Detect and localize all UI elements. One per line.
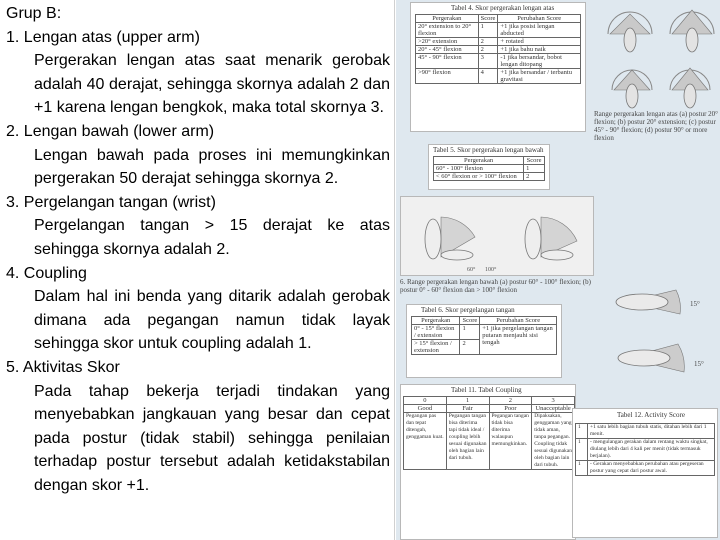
item-body-activity: Pada tahap bekerja terjadi tindakan yang menyebabkan jangkauan yang besar dan cepat pada postur (tidak stabil) sehingga penilaian terhadap postur tersebut adalah ketidakstabilan dengan skor +1. <box>34 382 390 494</box>
table4-title: Tabel 4. Skor pergerakan lengan atas <box>451 4 555 12</box>
item-body-wrist: Pergelangan tangan > 15 derajat ke atas sehingga skornya adalah 2. <box>34 217 390 258</box>
table-cell: >20° extension <box>416 38 479 46</box>
body-figure <box>686 28 698 52</box>
table-cell: - Gerakan menyebabkan perubahan atau pergeseran postur yang cepat dari postur awal. <box>588 461 715 476</box>
table-cell: + rotated <box>498 38 581 46</box>
table-cell: Pegangan tangan bisa diterima tapi tidak ideal / coupling lebih sesuai digunakan oleh bagian lain dari tubuh. <box>446 413 489 470</box>
item-heading-activity: 5. Aktivitas Skor <box>6 358 120 376</box>
table-cell: +1 jika bahu naik <box>498 46 581 54</box>
table-cell: 1 <box>576 461 588 476</box>
item-body-coupling: Dalam hal ini benda yang ditarik adalah gerobak dimana ada pegangan namun tidak layak sehingga skor untuk coupling adalah 1. <box>34 288 390 353</box>
table-cell: 0° - 15° flexion / extension <box>412 325 460 340</box>
table-header: Perubahan Score <box>498 15 581 23</box>
angle-label: 15° <box>690 300 700 308</box>
angle-label: 100° <box>485 267 497 273</box>
table-header: 3 <box>532 397 575 405</box>
table11-title: Tabel 11. Tabel Coupling <box>451 386 522 394</box>
table-cell: Pegangan pas dan tepat ditengah, genggaman kuat. <box>404 413 447 470</box>
table6-title: Tabel 6. Skor pergelangan tangan <box>421 306 515 314</box>
body-figure <box>684 84 696 108</box>
table-header: Score <box>524 157 545 165</box>
table5-title: Tabel 5. Skor pergerakan lengan bawah <box>433 146 544 154</box>
forearm-shape <box>541 250 573 260</box>
table-header: 1 <box>446 397 489 405</box>
upper-arm-score-table <box>415 14 581 84</box>
table12-title: Tabel 12. Activity Score <box>617 411 685 419</box>
upper-arm-posture-illustration <box>590 0 720 112</box>
table-cell: 20° extension to 20° flexion <box>416 23 479 38</box>
wrist-score-table <box>411 316 557 355</box>
table-header: Score <box>478 15 498 23</box>
table-cell: < 60° flexion or > 100° flexion <box>434 173 524 181</box>
lower-arm-score-table-card <box>428 144 550 190</box>
lower-arm-posture-card <box>400 196 594 276</box>
table-header: Perubahan Score <box>480 317 557 325</box>
table-header: Pergerakan <box>412 317 460 325</box>
table-cell: - mengulangan gerakan dalam rentang waktu singkat, diulang lebih dari 4 kali per menit (tidak termasuk berjalan). <box>588 439 715 461</box>
table-cell: 45° - 90° flexion <box>416 54 479 69</box>
wrist-posture-illustration <box>596 262 720 386</box>
lower-arm-caption: 6. Range pergerakan lengan bawah (a) postur 60° - 100° flexion; (b) postur 0° - 60° flexion dan > 100° flexion <box>400 278 591 294</box>
item-heading-upper-arm: 1. Lengan atas (upper arm) <box>6 28 200 46</box>
table-cell: +1 satu lebih bagian tubuh statis, ditahan lebih dari 1 menit. <box>588 424 715 439</box>
table-cell: 20° - 45° flexion <box>416 46 479 54</box>
upper-arm-score-table-card <box>410 2 586 132</box>
table-cell: Dipaksakan, genggaman yang tidak aman, tanpa pegangan. Coupling tidak sesuai digunakan oleh bagian lain dari tubuh. <box>532 413 575 470</box>
group-heading: Grup B: <box>6 5 62 22</box>
coupling-table <box>403 396 575 470</box>
table-cell: +1 jika bersandar / terbantu gravitasi <box>498 69 581 84</box>
body-figure <box>624 28 636 52</box>
coupling-table-card <box>400 384 576 540</box>
table-cell: 2 <box>478 38 498 46</box>
wrist-score-table-card <box>406 304 562 378</box>
table-cell: 1 <box>524 165 545 173</box>
upper-arm-caption: Range pergerakan lengan atas (a) postur 20° flexion; (b) postur 20° extension; (c) postur 45° - 90° flexion; (d) postur 90° or more flexion <box>594 110 718 142</box>
item-heading-lower-arm: 2. Lengan bawah (lower arm) <box>6 122 215 140</box>
table-cell: 2 <box>524 173 545 181</box>
table-cell: >90° flexion <box>416 69 479 84</box>
table-cell: > 15° flexion / extension <box>412 340 460 355</box>
table-subheader: Poor <box>489 405 532 413</box>
figure-collage <box>396 0 720 540</box>
item-body-lower-arm: Lengan bawah pada proses ini memungkinkan pergerakan 50 derajat sehingga skornya 2. <box>34 146 390 188</box>
table-cell: 1 <box>576 424 588 439</box>
item-body-upper-arm: Pergerakan lengan atas saat menarik gerobak adalah 40 derajat, sehingga skornya adalah 2 dan +1 karena lengan bengkok, maka total skornya 3. <box>34 52 390 117</box>
table-subheader: Good <box>404 405 447 413</box>
angle-label: 60° <box>467 267 476 273</box>
table-header: 0 <box>404 397 447 405</box>
forearm-shape <box>441 250 473 260</box>
item-heading-wrist: 3. Pergelangan tangan (wrist) <box>6 193 216 211</box>
activity-score-table-card <box>572 408 718 538</box>
table-cell: 2 <box>460 340 480 355</box>
table-header: Score <box>460 317 480 325</box>
table-subheader: Unacceptable <box>532 405 575 413</box>
table-cell: +1 jika pergelangan tangan putaran menjauhi sisi tengah <box>480 325 557 355</box>
table-header: Pergerakan <box>434 157 524 165</box>
activity-score-table <box>575 423 715 476</box>
body-figure <box>525 219 541 259</box>
item-heading-coupling: 4. Coupling <box>6 264 87 282</box>
hand-shape <box>618 350 670 366</box>
table-header: 2 <box>489 397 532 405</box>
table-subheader: Fair <box>446 405 489 413</box>
table-cell: 4 <box>478 69 498 84</box>
body-figure <box>626 84 638 108</box>
table-cell: 60° - 100° flexion <box>434 165 524 173</box>
table-cell: 1 <box>460 325 480 340</box>
angle-label: 15° <box>694 360 704 368</box>
hand-shape <box>616 294 668 310</box>
lower-arm-posture-illustration <box>401 197 594 276</box>
lower-arm-score-table <box>433 156 545 181</box>
table-cell: 2 <box>478 46 498 54</box>
table-cell: +1 jika posisi lengan abducted <box>498 23 581 38</box>
table-cell: -1 jika bersandar, bobot lengan ditopang <box>498 54 581 69</box>
table-cell: 1 <box>478 23 498 38</box>
table-header: Pergerakan <box>416 15 479 23</box>
table-cell: 3 <box>478 54 498 69</box>
table-cell: 1 <box>576 439 588 461</box>
body-figure <box>425 219 441 259</box>
table-cell: Pegangan tangan tidak bisa diterima walaupun memungkinkan. <box>489 413 532 470</box>
